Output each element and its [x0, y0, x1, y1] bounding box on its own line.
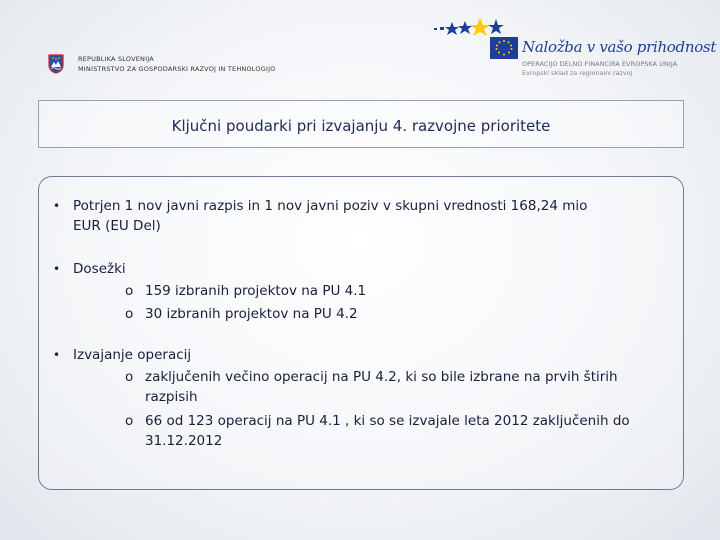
sub-bullet-line: razpisih [145, 389, 198, 405]
bullet-text [73, 196, 663, 236]
bullet-line: Potrjen 1 nov javni razpis in 1 nov javni poziv v skupni vrednosti 168,24 mio [73, 198, 588, 214]
bullet-text: Dosežki [73, 261, 126, 277]
sub-bullet-line: zaključenih večino operacij na PU 4.2, ki so bile izbrane na prvih štirih [145, 369, 618, 385]
content-box [38, 176, 684, 490]
sub-bullet-marker: o [125, 283, 134, 299]
eu-subtitle-1: OPERACIJO DELNO FINANCIRA EVROPSKA UNIJA [522, 60, 678, 68]
sub-bullet-text: 159 izbranih projektov na PU 4.1 [145, 283, 367, 299]
ministry-name [78, 54, 276, 74]
sub-bullet-text: 30 izbranih projektov na PU 4.2 [145, 306, 358, 322]
slovenia-coat-of-arms-icon [48, 54, 64, 74]
sub-bullet-marker: o [125, 413, 134, 429]
ministry-line-1: REPUBLIKA SLOVENIJA [78, 55, 154, 63]
bullet-line: EUR (EU Del) [73, 218, 161, 234]
ministry-line-2: MINISTRSTVO ZA GOSPODARSKI RAZVOJ IN TEHNOLOGIJO [78, 65, 276, 73]
eu-flag-icon [490, 37, 518, 59]
bullet-marker: • [53, 262, 61, 276]
eu-subtitle-2: Evropski sklad za regionalni razvoj [522, 69, 633, 77]
eu-slogan: Naložba v vašo prihodnost [522, 38, 717, 56]
sub-bullet-text [145, 367, 665, 407]
bullet-marker: • [53, 199, 61, 213]
bullet-marker: • [53, 348, 61, 362]
title-box [38, 100, 684, 148]
sub-bullet-marker: o [125, 306, 134, 322]
sub-bullet-line: 66 od 123 operacij na PU 4.1 , ki so se izvajale leta 2012 zaključenih do [145, 413, 630, 429]
bullet-text: Izvajanje operacij [73, 347, 192, 363]
sub-bullet-text [145, 411, 665, 451]
slide-title: Ključni poudarki pri izvajanju 4. razvojne prioritete [171, 117, 551, 135]
sub-bullet-marker: o [125, 369, 134, 385]
sub-bullet-line: 31.12.2012 [145, 433, 223, 449]
